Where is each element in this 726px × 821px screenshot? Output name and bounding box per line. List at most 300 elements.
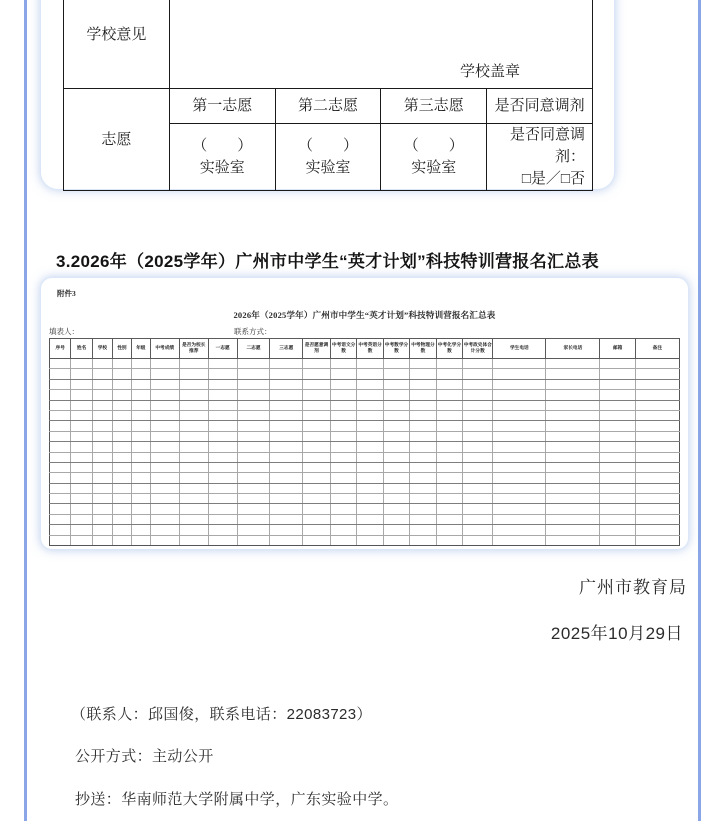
summary-empty-cell xyxy=(270,369,303,379)
summary-empty-cell xyxy=(383,504,409,514)
summary-empty-cell xyxy=(270,442,303,452)
summary-empty-row xyxy=(50,452,680,462)
cc-line: 抄送：华南师范大学附属中学，广东实验中学。 xyxy=(75,791,399,808)
summary-empty-cell xyxy=(208,379,237,389)
summary-empty-cell xyxy=(410,400,436,410)
summary-empty-cell xyxy=(179,462,208,472)
summary-empty-cell xyxy=(303,442,331,452)
summary-empty-cell xyxy=(635,442,679,452)
summary-empty-cell xyxy=(635,452,679,462)
summary-empty-cell xyxy=(303,514,331,524)
summary-empty-cell xyxy=(208,410,237,420)
choice-header-2: 第二志愿 xyxy=(275,89,381,124)
summary-empty-cell xyxy=(150,379,179,389)
summary-empty-cell xyxy=(463,369,493,379)
summary-empty-cell xyxy=(383,390,409,400)
summary-empty-cell xyxy=(635,535,679,545)
summary-empty-cell xyxy=(71,400,92,410)
summary-empty-cell xyxy=(357,514,383,524)
summary-empty-cell xyxy=(383,410,409,420)
summary-col-header: 是否愿意调剂 xyxy=(303,339,331,359)
summary-empty-cell xyxy=(50,535,71,545)
summary-empty-cell xyxy=(303,431,331,441)
filler-label: 填表人： xyxy=(49,327,79,336)
summary-empty-cell xyxy=(493,431,546,441)
summary-empty-cell xyxy=(436,400,462,410)
summary-empty-cell xyxy=(600,400,635,410)
summary-empty-cell xyxy=(436,369,462,379)
summary-empty-cell xyxy=(237,525,270,535)
summary-empty-cell xyxy=(303,462,331,472)
summary-empty-cell xyxy=(436,514,462,524)
summary-empty-cell xyxy=(150,473,179,483)
summary-empty-cell xyxy=(50,473,71,483)
summary-empty-cell xyxy=(357,369,383,379)
summary-empty-cell xyxy=(50,390,71,400)
summary-empty-cell xyxy=(150,452,179,462)
summary-empty-cell xyxy=(357,494,383,504)
summary-empty-cell xyxy=(131,379,150,389)
summary-empty-cell xyxy=(112,535,131,545)
summary-empty-cell xyxy=(600,421,635,431)
summary-empty-cell xyxy=(635,359,679,369)
summary-empty-cell xyxy=(635,379,679,389)
summary-empty-cell xyxy=(50,369,71,379)
section-heading: 3.2026年（2025学年）广州市中学生“英才计划”科技特训营报名汇总表 xyxy=(56,252,599,272)
summary-empty-cell xyxy=(410,369,436,379)
summary-empty-cell xyxy=(546,421,600,431)
summary-empty-cell xyxy=(112,452,131,462)
summary-empty-row xyxy=(50,483,680,493)
summary-empty-cell xyxy=(436,504,462,514)
summary-empty-row xyxy=(50,359,680,369)
lab-blank: （ ） xyxy=(192,137,253,154)
summary-empty-cell xyxy=(112,421,131,431)
summary-col-header: 序号 xyxy=(50,339,71,359)
summary-empty-row xyxy=(50,473,680,483)
summary-col-header: 中考语文分数 xyxy=(330,339,356,359)
summary-empty-cell xyxy=(179,483,208,493)
summary-empty-cell xyxy=(92,473,112,483)
summary-col-header: 年级 xyxy=(131,339,150,359)
summary-empty-cell xyxy=(303,379,331,389)
summary-empty-cell xyxy=(635,494,679,504)
summary-empty-cell xyxy=(71,359,92,369)
summary-empty-cell xyxy=(546,525,600,535)
contact-label: 联系方式： xyxy=(234,327,272,336)
summary-empty-cell xyxy=(112,379,131,389)
summary-empty-cell xyxy=(330,452,356,462)
summary-empty-row xyxy=(50,421,680,431)
summary-col-header: 是否为校长推荐 xyxy=(179,339,208,359)
summary-empty-cell xyxy=(131,390,150,400)
summary-empty-cell xyxy=(92,535,112,545)
summary-empty-cell xyxy=(546,379,600,389)
summary-empty-cell xyxy=(92,369,112,379)
summary-empty-row xyxy=(50,494,680,504)
summary-empty-cell xyxy=(131,494,150,504)
summary-empty-cell xyxy=(546,400,600,410)
summary-empty-cell xyxy=(92,390,112,400)
summary-empty-cell xyxy=(270,483,303,493)
summary-empty-row xyxy=(50,442,680,452)
summary-empty-cell xyxy=(383,421,409,431)
summary-empty-cell xyxy=(436,431,462,441)
summary-empty-row xyxy=(50,390,680,400)
summary-empty-cell xyxy=(600,442,635,452)
summary-empty-cell xyxy=(150,359,179,369)
summary-empty-cell xyxy=(357,359,383,369)
attachment-title: 2026年（2025学年）广州市中学生“英才计划”科技特训营报名汇总表 xyxy=(233,310,496,320)
summary-empty-cell xyxy=(92,431,112,441)
summary-empty-row xyxy=(50,410,680,420)
summary-empty-cell xyxy=(237,494,270,504)
summary-empty-cell xyxy=(303,410,331,420)
summary-empty-cell xyxy=(150,525,179,535)
choice-header-row xyxy=(64,89,593,124)
adjust-question: 是否同意调剂： xyxy=(509,126,585,165)
summary-empty-cell xyxy=(357,535,383,545)
summary-empty-cell xyxy=(208,421,237,431)
summary-empty-cell xyxy=(635,421,679,431)
summary-empty-cell xyxy=(436,390,462,400)
summary-empty-cell xyxy=(50,462,71,472)
summary-empty-cell xyxy=(330,483,356,493)
summary-empty-cell xyxy=(270,359,303,369)
summary-empty-cell xyxy=(208,400,237,410)
summary-empty-cell xyxy=(635,504,679,514)
summary-empty-cell xyxy=(71,494,92,504)
summary-empty-cell xyxy=(208,514,237,524)
summary-empty-cell xyxy=(330,504,356,514)
attachment-image[interactable] xyxy=(40,277,689,550)
summary-empty-cell xyxy=(50,483,71,493)
summary-empty-cell xyxy=(463,494,493,504)
summary-empty-cell xyxy=(383,514,409,524)
summary-empty-cell xyxy=(179,535,208,545)
summary-empty-cell xyxy=(50,410,71,420)
summary-empty-cell xyxy=(436,525,462,535)
summary-empty-cell xyxy=(357,462,383,472)
summary-empty-cell xyxy=(208,442,237,452)
summary-empty-cell xyxy=(635,400,679,410)
summary-empty-cell xyxy=(71,431,92,441)
summary-empty-row xyxy=(50,400,680,410)
summary-empty-cell xyxy=(150,504,179,514)
summary-empty-cell xyxy=(493,421,546,431)
summary-empty-cell xyxy=(357,390,383,400)
summary-empty-cell xyxy=(112,494,131,504)
summary-empty-cell xyxy=(237,483,270,493)
summary-empty-cell xyxy=(463,379,493,389)
summary-empty-cell xyxy=(357,442,383,452)
summary-empty-cell xyxy=(600,410,635,420)
summary-empty-cell xyxy=(92,504,112,514)
summary-empty-cell xyxy=(131,421,150,431)
summary-empty-cell xyxy=(92,525,112,535)
summary-empty-cell xyxy=(179,421,208,431)
summary-empty-cell xyxy=(208,504,237,514)
summary-empty-cell xyxy=(493,359,546,369)
summary-empty-cell xyxy=(493,369,546,379)
summary-empty-cell xyxy=(150,421,179,431)
summary-empty-cell xyxy=(303,483,331,493)
summary-empty-cell xyxy=(463,525,493,535)
summary-header-row xyxy=(50,339,680,359)
summary-empty-cell xyxy=(357,452,383,462)
summary-empty-cell xyxy=(635,390,679,400)
summary-empty-cell xyxy=(600,452,635,462)
lab-label: 实验室 xyxy=(199,159,245,176)
summary-empty-cell xyxy=(600,535,635,545)
summary-empty-cell xyxy=(383,494,409,504)
summary-empty-cell xyxy=(50,504,71,514)
summary-empty-cell xyxy=(410,504,436,514)
summary-empty-cell xyxy=(208,390,237,400)
summary-empty-cell xyxy=(436,421,462,431)
summary-empty-cell xyxy=(112,483,131,493)
summary-empty-cell xyxy=(112,410,131,420)
summary-col-header: 中考化学分数 xyxy=(436,339,462,359)
summary-empty-cell xyxy=(112,442,131,452)
choice-header-3: 第三志愿 xyxy=(381,89,487,124)
summary-empty-cell xyxy=(463,473,493,483)
summary-empty-cell xyxy=(71,514,92,524)
summary-empty-cell xyxy=(270,535,303,545)
summary-empty-cell xyxy=(410,473,436,483)
summary-empty-cell xyxy=(270,452,303,462)
summary-empty-cell xyxy=(208,473,237,483)
school-opinion-cell xyxy=(169,0,592,89)
issue-date: 2025年10月29日 xyxy=(550,624,683,643)
summary-empty-cell xyxy=(237,410,270,420)
publicity-line: 公开方式：主动公开 xyxy=(75,748,214,765)
summary-empty-cell xyxy=(493,494,546,504)
summary-empty-cell xyxy=(330,390,356,400)
summary-empty-cell xyxy=(112,504,131,514)
summary-empty-cell xyxy=(546,494,600,504)
summary-empty-cell xyxy=(112,390,131,400)
summary-empty-cell xyxy=(410,359,436,369)
choice-cell-3 xyxy=(381,124,487,191)
summary-empty-cell xyxy=(410,442,436,452)
summary-empty-cell xyxy=(600,390,635,400)
summary-empty-row xyxy=(50,379,680,389)
summary-empty-cell xyxy=(330,462,356,472)
summary-empty-cell xyxy=(179,504,208,514)
summary-empty-cell xyxy=(270,494,303,504)
summary-empty-cell xyxy=(383,359,409,369)
summary-empty-cell xyxy=(50,514,71,524)
summary-empty-cell xyxy=(463,442,493,452)
summary-empty-cell xyxy=(270,410,303,420)
summary-empty-row xyxy=(50,504,680,514)
summary-empty-cell xyxy=(463,514,493,524)
summary-empty-cell xyxy=(383,483,409,493)
summary-empty-cell xyxy=(436,483,462,493)
summary-empty-cell xyxy=(493,504,546,514)
summary-empty-cell xyxy=(357,379,383,389)
summary-empty-cell xyxy=(383,535,409,545)
summary-empty-cell xyxy=(131,462,150,472)
summary-empty-cell xyxy=(303,504,331,514)
summary-empty-cell xyxy=(71,410,92,420)
attachment-meta xyxy=(49,326,272,337)
summary-empty-cell xyxy=(50,400,71,410)
summary-empty-cell xyxy=(330,410,356,420)
summary-empty-cell xyxy=(546,483,600,493)
summary-empty-cell xyxy=(463,410,493,420)
summary-empty-cell xyxy=(410,462,436,472)
summary-empty-cell xyxy=(410,410,436,420)
summary-empty-cell xyxy=(410,514,436,524)
summary-empty-cell xyxy=(71,483,92,493)
summary-empty-cell xyxy=(303,400,331,410)
summary-empty-cell xyxy=(436,379,462,389)
summary-empty-cell xyxy=(150,462,179,472)
lab-blank: （ ） xyxy=(297,137,358,154)
summary-empty-cell xyxy=(50,452,71,462)
adjust-checkboxes: □是／□否 xyxy=(521,170,585,187)
summary-empty-cell xyxy=(179,359,208,369)
summary-empty-cell xyxy=(150,494,179,504)
summary-empty-cell xyxy=(112,525,131,535)
summary-empty-cell xyxy=(237,400,270,410)
summary-empty-cell xyxy=(71,442,92,452)
summary-empty-cell xyxy=(270,525,303,535)
summary-empty-cell xyxy=(303,535,331,545)
summary-col-header: 家长电话 xyxy=(546,339,600,359)
summary-empty-cell xyxy=(600,462,635,472)
summary-empty-cell xyxy=(92,494,112,504)
summary-empty-cell xyxy=(383,400,409,410)
summary-empty-cell xyxy=(71,504,92,514)
summary-empty-cell xyxy=(71,525,92,535)
summary-empty-cell xyxy=(237,369,270,379)
summary-empty-cell xyxy=(50,359,71,369)
summary-empty-row xyxy=(50,462,680,472)
summary-empty-cell xyxy=(92,379,112,389)
summary-empty-cell xyxy=(546,431,600,441)
summary-empty-cell xyxy=(179,494,208,504)
summary-empty-cell xyxy=(493,442,546,452)
summary-empty-cell xyxy=(237,473,270,483)
summary-empty-cell xyxy=(237,535,270,545)
summary-empty-cell xyxy=(635,431,679,441)
summary-empty-cell xyxy=(330,421,356,431)
summary-empty-cell xyxy=(330,535,356,545)
summary-empty-cell xyxy=(270,390,303,400)
summary-empty-cell xyxy=(493,473,546,483)
summary-empty-cell xyxy=(270,379,303,389)
summary-empty-cell xyxy=(303,390,331,400)
summary-col-header: 邮箱 xyxy=(600,339,635,359)
summary-empty-cell xyxy=(92,359,112,369)
summary-empty-cell xyxy=(463,535,493,545)
summary-empty-cell xyxy=(463,390,493,400)
summary-empty-cell xyxy=(131,504,150,514)
summary-empty-cell xyxy=(50,525,71,535)
summary-empty-cell xyxy=(600,369,635,379)
summary-empty-cell xyxy=(71,379,92,389)
summary-empty-cell xyxy=(303,359,331,369)
summary-empty-cell xyxy=(383,525,409,535)
summary-empty-cell xyxy=(463,504,493,514)
summary-empty-cell xyxy=(92,410,112,420)
preference-label: 志愿 xyxy=(64,89,170,191)
summary-empty-cell xyxy=(237,390,270,400)
summary-empty-cell xyxy=(208,462,237,472)
summary-empty-cell xyxy=(410,525,436,535)
summary-empty-cell xyxy=(179,514,208,524)
summary-empty-cell xyxy=(270,400,303,410)
summary-empty-cell xyxy=(635,525,679,535)
summary-empty-cell xyxy=(131,410,150,420)
school-opinion-label: 学校意见 xyxy=(64,0,170,89)
summary-empty-cell xyxy=(635,473,679,483)
summary-empty-cell xyxy=(357,504,383,514)
summary-empty-cell xyxy=(303,421,331,431)
summary-empty-cell xyxy=(635,483,679,493)
summary-empty-cell xyxy=(150,410,179,420)
summary-empty-cell xyxy=(150,442,179,452)
summary-empty-cell xyxy=(635,369,679,379)
summary-col-header: 中考物理分数 xyxy=(410,339,436,359)
summary-col-header: 三志愿 xyxy=(270,339,303,359)
contact-line: （联系人：邱国俊，联系电话：22083723） xyxy=(71,706,372,723)
summary-empty-cell xyxy=(71,390,92,400)
issuing-agency: 广州市教育局 xyxy=(579,578,687,597)
summary-empty-cell xyxy=(463,431,493,441)
summary-empty-cell xyxy=(237,514,270,524)
summary-empty-cell xyxy=(357,473,383,483)
summary-empty-cell xyxy=(50,421,71,431)
summary-empty-cell xyxy=(600,525,635,535)
summary-empty-cell xyxy=(463,400,493,410)
summary-empty-cell xyxy=(493,535,546,545)
summary-col-header: 中考成绩 xyxy=(150,339,179,359)
summary-empty-cell xyxy=(92,400,112,410)
summary-empty-cell xyxy=(330,494,356,504)
summary-empty-cell xyxy=(383,442,409,452)
summary-empty-cell xyxy=(436,442,462,452)
summary-empty-cell xyxy=(270,431,303,441)
school-opinion-table xyxy=(63,0,593,191)
summary-empty-cell xyxy=(410,379,436,389)
summary-empty-cell xyxy=(383,379,409,389)
summary-empty-cell xyxy=(410,535,436,545)
summary-empty-cell xyxy=(546,504,600,514)
summary-empty-cell xyxy=(357,421,383,431)
summary-empty-cell xyxy=(179,390,208,400)
summary-empty-cell xyxy=(131,442,150,452)
summary-empty-cell xyxy=(131,535,150,545)
summary-empty-cell xyxy=(270,504,303,514)
summary-empty-cell xyxy=(635,410,679,420)
summary-empty-cell xyxy=(410,494,436,504)
summary-empty-cell xyxy=(112,473,131,483)
summary-empty-cell xyxy=(131,473,150,483)
summary-empty-cell xyxy=(71,369,92,379)
summary-empty-cell xyxy=(179,369,208,379)
summary-empty-cell xyxy=(237,452,270,462)
school-opinion-row xyxy=(64,0,593,89)
summary-empty-cell xyxy=(270,473,303,483)
summary-empty-cell xyxy=(357,410,383,420)
summary-empty-cell xyxy=(112,369,131,379)
right-accent-line xyxy=(698,0,701,821)
summary-empty-cell xyxy=(150,535,179,545)
